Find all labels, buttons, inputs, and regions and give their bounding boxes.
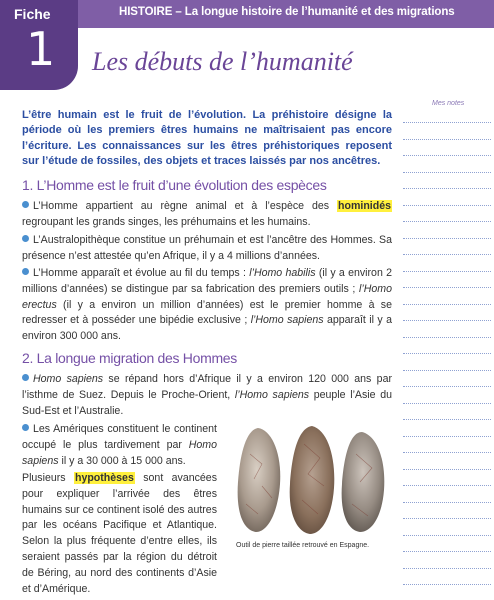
note-line [403,172,491,173]
stone-tools-photo [232,424,392,536]
note-line [403,584,491,585]
bullet-icon [22,268,29,275]
section-1-paragraph-1: L’Homme appartient au règne animal et à l’espèce des hominidés regroupant les grands singes, les préhumains et les humains. [22,200,391,228]
section-2-title: 2. La longue migration des Hommes [22,350,237,366]
stone-tool-right [342,432,385,532]
bullet-icon [22,235,29,242]
notes-title: Mes notes [432,100,465,107]
note-line [403,155,491,156]
section-1-paragraph-2: L’Australopithèque constitue un préhumain et est l’ancêtre des Hommes. Sa présence n’est attestée qu’en Afrique, il y a 4 millions d’années. [22,234,392,262]
term-highlight: hominidés [338,200,391,212]
note-line [403,485,491,486]
note-line [403,287,491,288]
page-title: Les débuts de l’humanité [92,47,353,76]
section-1-title: 1. L’Homme est le fruit d’une évolution des espèces [22,177,327,193]
bullet-icon [22,374,29,381]
intro-paragraph: L’être humain est le fruit de l’évolution. La préhistoire désigne la période où les premiers êtres humains ne maîtrisaient pas encore l’écriture. Les connaissances sur les êtres préhistoriques reposent sur l’étude de fossiles, des objets et traces laissés par nos ancêtres. [22,109,392,167]
note-line [403,386,491,387]
note-line [403,551,491,552]
section-2-paragraph-1: Homo sapiens se répand hors d’Afrique il y a environ 120 000 ans par l’isthme de Suez. Depuis le Proche-Orient, l’Homo sapiens peuple l’Asie du Sud-Est et l’Australie. [22,373,392,417]
note-line [403,337,491,338]
note-line [403,535,491,536]
stone-tool-middle [290,426,335,534]
bullet-icon [22,201,29,208]
note-line [403,452,491,453]
bullet-icon [22,424,29,431]
note-line [403,238,491,239]
fiche-label: Fiche [14,6,51,22]
section-2-paragraph-2: Les Amériques constituent le continent occupé le plus tardivement par Homo sapiens il y a 30 000 à 15 000 ans. [22,423,217,467]
note-line [403,122,491,123]
note-line [403,221,491,222]
note-line [403,502,491,503]
note-line [403,188,491,189]
note-line [403,271,491,272]
note-line [403,436,491,437]
note-line [403,353,491,354]
note-line [403,254,491,255]
note-line [403,518,491,519]
section-1-paragraph-3: L’Homme apparaît et évolue au fil du temps : l’Homo habilis (il y a environ 2 millions d’années) se distingue par sa fabrication des premiers outils ; l’Homo erectus (il y a environ un million d’années) est le premier homme à se redresser et à posséder une bipédie exclusive ; l’Homo sapiens apparaît il y a environ 300 000 ans. [22,267,393,343]
note-line [403,205,491,206]
fiche-badge [0,0,78,90]
note-line [403,403,491,404]
note-line [403,568,491,569]
term-highlight: hypothèses [74,472,134,484]
note-line [403,370,491,371]
stone-tool-left [238,428,281,532]
photo-caption: Outil de pierre taillée retrouvé en Espagne. [236,542,370,549]
fiche-number: 1 [26,22,56,76]
note-line [403,469,491,470]
note-line [403,139,491,140]
note-line [403,419,491,420]
note-line [403,320,491,321]
header-banner-text: HISTOIRE – La longue histoire de l’humanité et des migrations [119,6,455,18]
note-line [403,304,491,305]
section-2-paragraph-3: Plusieurs hypothèses sont avancées pour expliquer l’arrivée des êtres humains sur ce continent isolé des autres par les océans Pacifique et Atlantique. Selon la plus fréquente d’entre elles, ils seraient passés par la région du détroit de Béring, au nord des continents d’Asie et d’Amérique. [22,472,217,595]
